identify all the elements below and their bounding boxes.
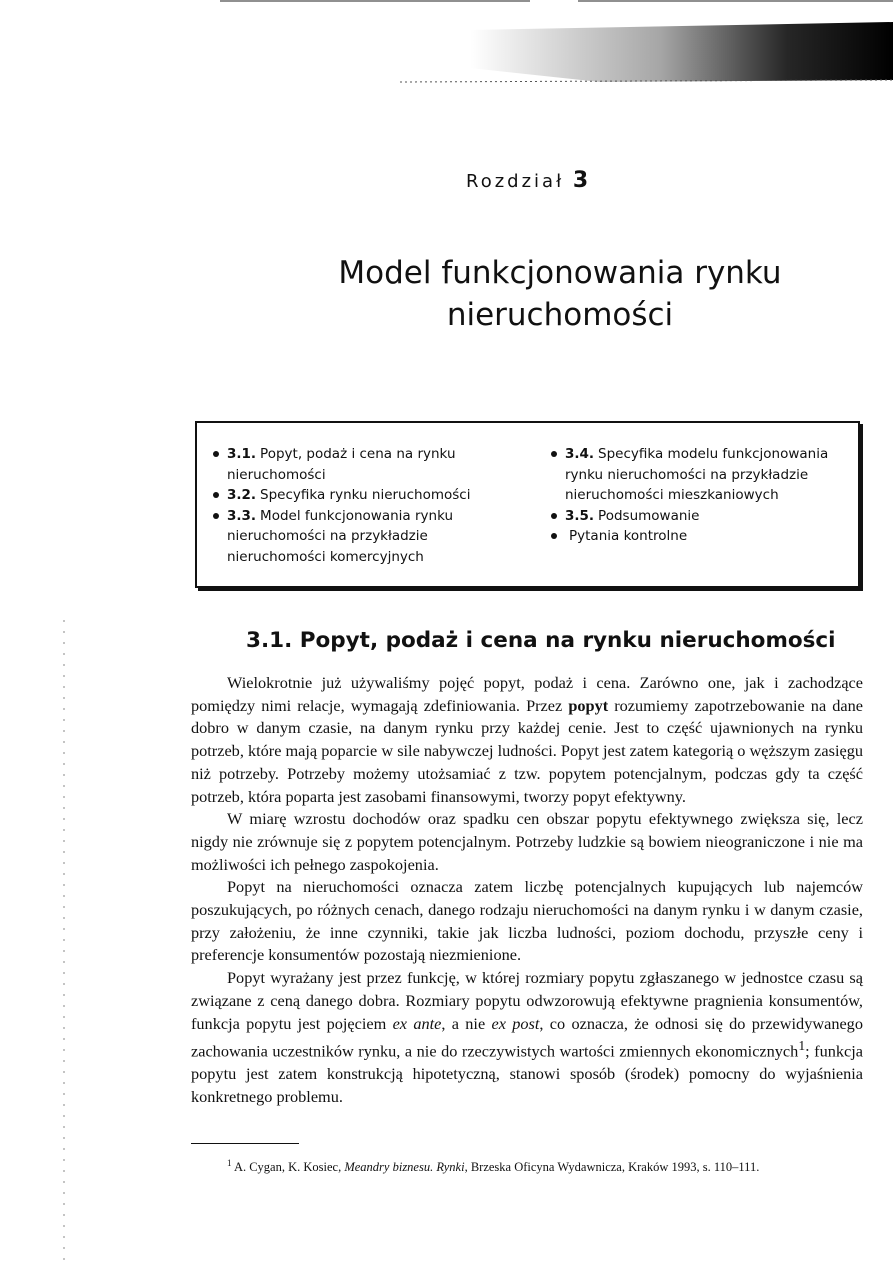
toc-item-text: Popyt, podaż i cena na rynku nieruchomości	[227, 446, 456, 483]
toc-item-text: Specyfika rynku nieruchomości	[260, 487, 471, 503]
paragraph-2: W miarę wzrostu dochodów oraz spadku cen obszar popytu efektywnego zwiększa się, lecz nigdy nie zrównuje się z popytem potencjalnym. Potrzeby ludzkie są bowiem nieograniczone i nie ma możliwości ich pełnego zaspokojenia.	[191, 809, 863, 874]
paragraph-4: Popyt wyrażany jest przez funkcję, w której rozmiary popytu zgłaszanego w jednostce czasu są związane z ceną danego dobra. Rozmiary popytu odwzorowują efektywne pragnienia konsumentów, funkcja popytu jest pojęciem ex ante, a nie ex post, co oznacza, że odnosi się do przewidywanego zachowania uczestników rynku, a nie do rzeczywistych wartości zmiennych ekonomicznych$^1$; funkcja popytu jest zatem konstrukcją hipotetyczną, stanowi sposób (środek) pomocny do wyjaśnienia konkretnego problemu.	[191, 968, 863, 1107]
section-heading: 3.1. Popyt, podaż i cena na rynku nieruchomości	[246, 628, 836, 653]
toc-item	[549, 506, 849, 527]
footnote-title: Meandry biznesu. Rynki	[344, 1160, 465, 1175]
term-popyt: popyt	[568, 695, 609, 715]
toc-item-text: Model funkcjonowania rynku nieruchomości na przykładzie nieruchomości komercyjnych	[227, 507, 454, 565]
toc-item-number: 3.3.	[227, 507, 257, 524]
chapter-title	[250, 252, 870, 336]
chapter-title-line1: Model funkcjonowania rynku	[338, 255, 782, 291]
footnote: $^1$ A. Cygan, K. Kosiec, Meandry biznesu. Rynki, Brzeska Oficyna Wydawnicza, Kraków 1993, s. 110–111.	[227, 1158, 760, 1175]
margin-scan-marks	[60, 620, 68, 1260]
body-text	[191, 672, 863, 1109]
toc-item-text: Podsumowanie	[598, 507, 700, 524]
footnote-divider	[191, 1143, 299, 1144]
toc-right-column	[549, 444, 849, 547]
toc-item	[211, 485, 511, 506]
toc-item	[211, 506, 511, 568]
term-ex-post: ex post	[491, 1013, 540, 1033]
toc-item-number: 3.1.	[227, 446, 257, 462]
scan-artifact	[0, 0, 893, 90]
toc-item-text: Specyfika modelu funkcjonowania rynku nieruchomości na przykładzie nieruchomości mieszkaniowych	[565, 446, 829, 503]
toc-item-text: Pytania kontrolne	[569, 528, 688, 544]
chapter-word: Rozdział	[466, 171, 565, 192]
chapter-label	[466, 168, 588, 193]
footnote-reference[interactable]: 1	[798, 1038, 806, 1054]
toc-left-column	[211, 444, 511, 567]
chapter-number: 3	[572, 168, 589, 193]
toc-item	[549, 444, 849, 506]
toc-item	[549, 526, 849, 547]
toc-item-number: 3.2.	[227, 487, 257, 503]
footnote-mark: 1	[227, 1158, 232, 1168]
toc-item	[211, 444, 511, 485]
paragraph-1: Wielokrotnie już używaliśmy pojęć popyt, podaż i cena. Zarówno one, jak i zachodzące pomiędzy nimi relacje, wymagają zdefiniowania. Przez popyt rozumiemy zapotrzebowanie na dane dobro w danym czasie, na danym rynku przy każdej cenie. Jest to część ujawnionych na rynku potrzeb, które mają poparcie w sile nabywczej ludności. Popyt jest zatem kategorią o węższym zasięgu niż potrzeby. Potrzeby możemy utożsamiać z tzw. popytem potencjalnym, podczas gdy ta część potrzeb, która poparta jest zasobami finansowymi, tworzy popyt efektywny.	[191, 673, 863, 806]
toc-item-number: 3.5.	[565, 507, 595, 524]
chapter-contents-box	[195, 421, 860, 588]
chapter-title-line2: nieruchomości	[446, 297, 674, 333]
toc-item-number: 3.4.	[565, 446, 595, 462]
paragraph-3: Popyt na nieruchomości oznacza zatem liczbę potencjalnych kupujących lub najemców poszukujących, po różnych cenach, danego rodzaju nieruchomości na danym rynku i w danym czasie, przy założeniu, że inne czynniki, takie jak liczba ludności, poziom dochodu, przyszłe ceny i preferencje konsumentów pozostają niezmienione.	[191, 877, 863, 965]
term-ex-ante: ex ante	[392, 1013, 442, 1033]
